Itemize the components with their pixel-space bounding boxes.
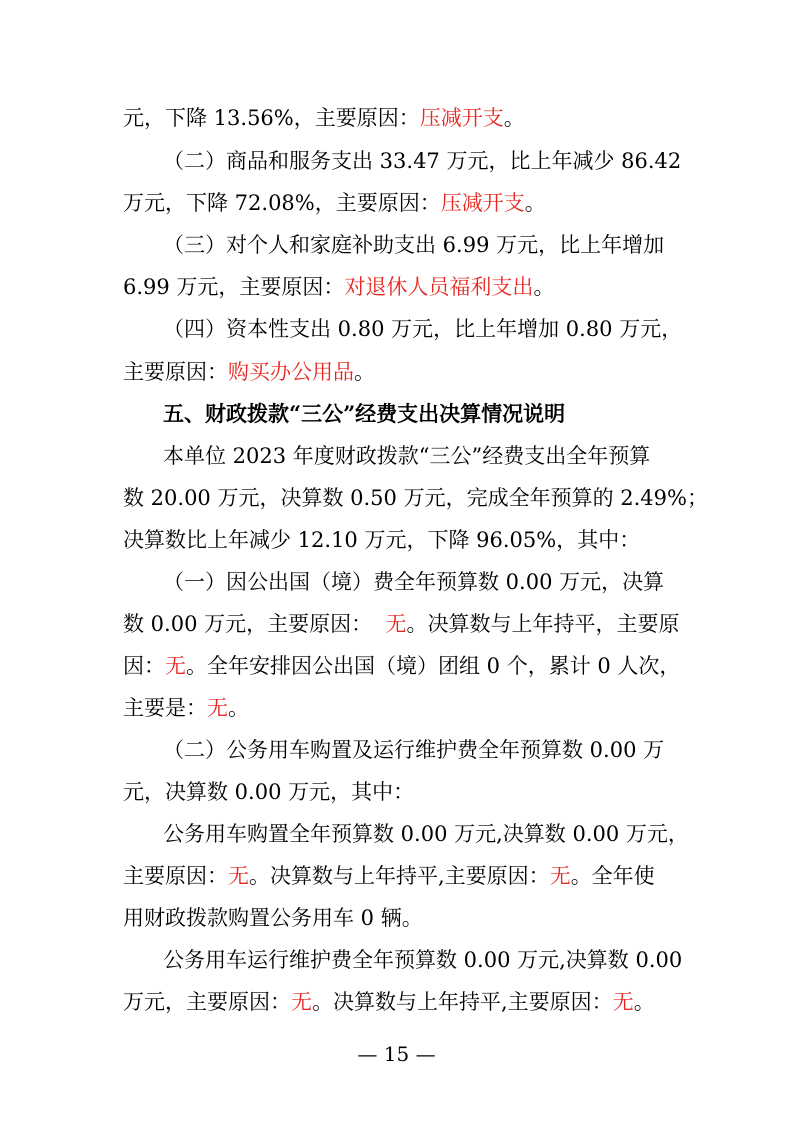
paragraph-line: （二）商品和服务支出 33.47 万元，比上年减少 86.42 bbox=[163, 149, 682, 173]
paragraph-line: 决算数比上年减少 12.10 万元，下降 96.05%，其中： bbox=[123, 528, 641, 552]
paragraph-line: 数 0.00 万元，主要原因： 无。决算数与上年持平，主要原 bbox=[123, 612, 680, 636]
paragraph-line: 因：无。全年安排因公出国（境）团组 0 个，累计 0 人次， bbox=[123, 654, 681, 678]
page-number: — 15 — bbox=[357, 1042, 436, 1066]
paragraph-line: 万元，主要原因：无。决算数与上年持平,主要原因：无。 bbox=[123, 990, 655, 1014]
paragraph-line: 本单位 2023 年度财政拨款“三公”经费支出全年预算 bbox=[163, 444, 651, 468]
paragraph-line: 主要原因：购买办公用品。 bbox=[123, 360, 375, 384]
paragraph-line: 主要是：无。 bbox=[123, 696, 249, 720]
paragraph-line: 主要原因：无。决算数与上年持平,主要原因：无。全年使 bbox=[123, 864, 655, 888]
paragraph-line: 用财政拨款购置公务用车 0 辆。 bbox=[123, 906, 423, 930]
paragraph-line: 公务用车运行维护费全年预算数 0.00 万元,决算数 0.00 bbox=[163, 948, 683, 972]
paragraph-line: （四）资本性支出 0.80 万元，比上年增加 0.80 万元， bbox=[163, 317, 683, 341]
paragraph-line: （三）对个人和家庭补助支出 6.99 万元，比上年增加 bbox=[163, 233, 665, 257]
paragraph-line: 万元，下降 72.08%，主要原因：压减开支。 bbox=[123, 191, 546, 215]
paragraph-line: 公务用车购置全年预算数 0.00 万元,决算数 0.00 万元， bbox=[163, 822, 689, 846]
section-heading: 五、财政拨款“三公”经费支出决算情况说明 bbox=[163, 401, 566, 426]
paragraph-line: 元，决算数 0.00 万元，其中： bbox=[123, 780, 415, 804]
paragraph-line: 元，下降 13.56%，主要原因：压减开支。 bbox=[123, 106, 525, 130]
paragraph-line: （一）因公出国（境）费全年预算数 0.00 万元，决算 bbox=[163, 570, 665, 594]
paragraph-line: （二）公务用车购置及运行维护费全年预算数 0.00 万 bbox=[163, 738, 665, 762]
paragraph-line: 6.99 万元，主要原因：对退休人员福利支出。 bbox=[123, 275, 555, 299]
paragraph-line: 数 20.00 万元，决算数 0.50 万元，完成全年预算的 2.49%； bbox=[123, 486, 708, 510]
